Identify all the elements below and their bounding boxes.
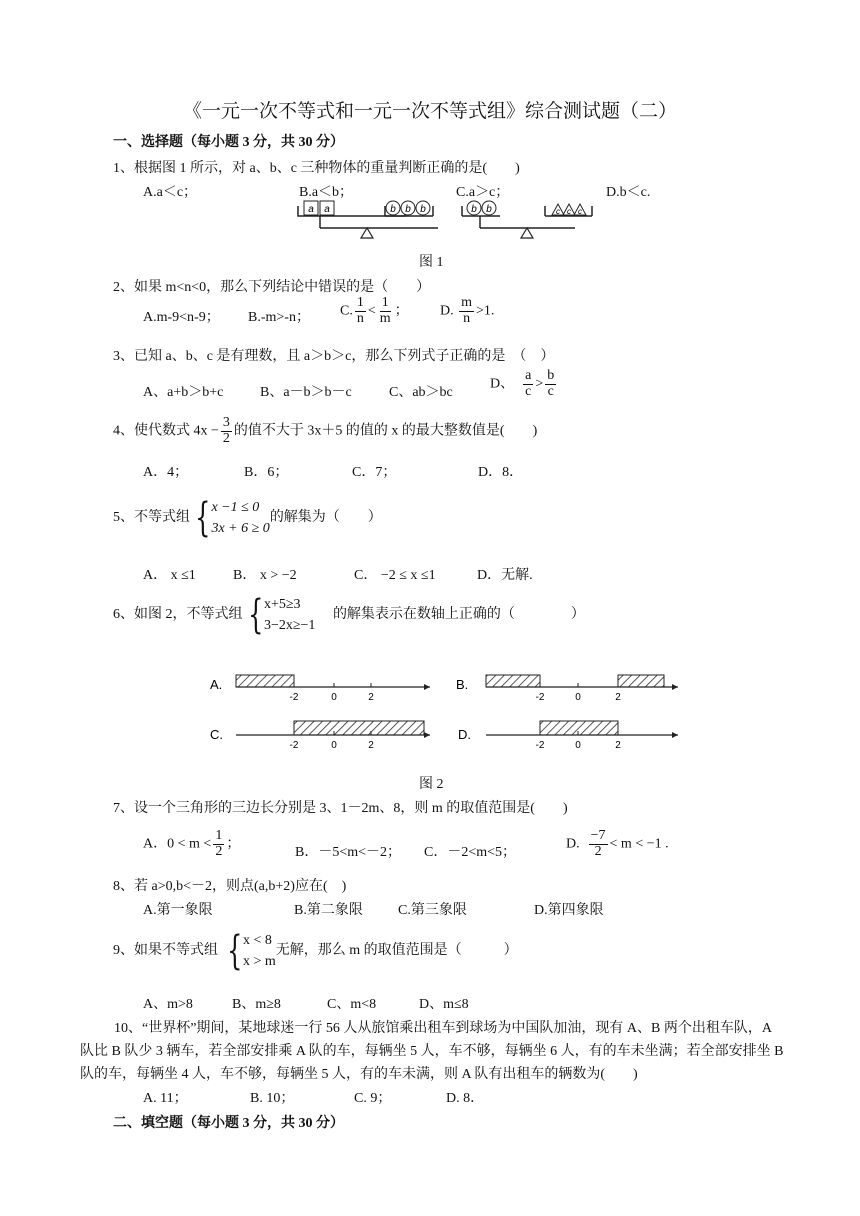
question-4-option-a: A．4； bbox=[143, 465, 189, 480]
question-8-option-b: B.第二象限 bbox=[294, 903, 363, 918]
question-4-option-c: C．7； bbox=[352, 465, 397, 480]
svg-text:0: 0 bbox=[331, 740, 337, 751]
question-5-option-b: B． x > −2 bbox=[233, 568, 297, 583]
weight-c-3-label: c bbox=[578, 207, 582, 216]
number-line-a bbox=[210, 675, 430, 703]
question-7-option-a: A．0 < m < $\frac{1}{2}$ ； bbox=[143, 828, 241, 859]
question-1-option-d: D.b＜c. bbox=[606, 185, 651, 200]
panel-b-label: B. bbox=[456, 677, 469, 692]
number-line-b bbox=[456, 675, 678, 703]
question-10-option-d: D. 8． bbox=[446, 1091, 485, 1106]
svg-text:2: 2 bbox=[615, 692, 621, 703]
question-8-option-d: D.第四象限 bbox=[534, 903, 604, 918]
question-5-option-d: D．无解. bbox=[477, 568, 533, 583]
weight-b-5-label: b bbox=[486, 204, 492, 215]
figure-1-caption: 图 1 bbox=[419, 255, 444, 270]
question-2-option-d: D. $\frac{m}{n}$ >1. bbox=[440, 295, 495, 326]
shaded-region-b-right bbox=[618, 675, 664, 687]
shaded-region-c bbox=[294, 721, 424, 735]
question-2-option-a: A.m-9<n-9； bbox=[143, 310, 220, 325]
question-4-stem: 4、使代数式 4x − $\frac{3}{2}$ 的值不大于 3x＋5 的值的 x 的最大整数值是( ) bbox=[113, 415, 538, 446]
question-6-stem: 6、如图 2，不等式组 { x+5≥3 3−2x≥−1 的解集表示在数轴上正确的（ ） bbox=[113, 592, 585, 638]
question-9-option-d: D、m≤8 bbox=[419, 997, 469, 1012]
question-5-stem: 5、不等式组 { x −1 ≤ 0 3x + 6 ≥ 0 的解集为（ ） bbox=[113, 495, 382, 541]
question-10-option-c: C. 9； bbox=[354, 1091, 392, 1106]
question-2-option-c: C. $\frac{1}{n}$ < $\frac{1}{m}$ ； bbox=[340, 295, 409, 326]
balance-right bbox=[462, 201, 592, 238]
weight-c-2-label: c bbox=[567, 207, 571, 216]
question-7-option-b: B．－5<m<－2； bbox=[295, 845, 402, 860]
question-7-option-c: C．－2<m<5； bbox=[424, 845, 517, 860]
figure-2-caption: 图 2 bbox=[419, 777, 444, 792]
svg-text:0: 0 bbox=[331, 692, 337, 703]
svg-text:-2: -2 bbox=[289, 740, 299, 751]
figure-2-number-lines bbox=[200, 665, 690, 765]
question-8-option-c: C.第三象限 bbox=[398, 903, 467, 918]
weight-b-2-label: b bbox=[405, 204, 411, 215]
question-3-option-c: C、ab＞bc bbox=[389, 385, 453, 400]
balance-left bbox=[298, 201, 438, 238]
svg-text:2: 2 bbox=[615, 740, 621, 751]
shaded-region-b-left bbox=[486, 675, 540, 687]
shaded-region-a bbox=[236, 675, 294, 687]
question-5-option-c: C． −2 ≤ x ≤1 bbox=[354, 568, 436, 583]
weight-a-1-label: a bbox=[308, 204, 314, 215]
question-1-option-a: A.a＜c； bbox=[143, 185, 198, 200]
question-1-option-c: C.a＞c； bbox=[456, 185, 510, 200]
question-4-option-b: B．6； bbox=[244, 465, 289, 480]
question-10-option-a: A. 11； bbox=[143, 1091, 188, 1106]
weight-a-2-label: a bbox=[324, 204, 330, 215]
svg-text:2: 2 bbox=[368, 740, 374, 751]
question-10-option-b: B. 10； bbox=[250, 1091, 295, 1106]
figure-1-balances bbox=[290, 198, 600, 246]
number-line-d bbox=[458, 721, 678, 751]
question-9-option-a: A、m>8 bbox=[143, 997, 193, 1012]
question-5-option-a: A． x ≤1 bbox=[143, 568, 196, 583]
shaded-region-d bbox=[540, 721, 618, 735]
question-1-stem: 1、根据图 1 所示，对 a、b、c 三种物体的重量判断正确的是( ) bbox=[113, 161, 520, 176]
svg-text:-2: -2 bbox=[535, 740, 545, 751]
panel-c-label: C. bbox=[210, 727, 223, 742]
svg-text:0: 0 bbox=[575, 740, 581, 751]
question-7-stem: 7、设一个三角形的三边长分别是 3、1－2m、8，则 m 的取值范围是( ) bbox=[113, 801, 568, 816]
section-heading-choice: 一、选择题（每小题 3 分，共 30 分） bbox=[113, 135, 344, 150]
number-line-c bbox=[210, 721, 430, 751]
question-9-stem: 9、如果不等式组 { x < 8 x > m 无解，那么 m 的取值范围是（ ） bbox=[113, 928, 518, 974]
question-2-stem: 2、如果 m<n<0，那么下列结论中错误的是（ ） bbox=[113, 280, 431, 295]
question-3-stem: 3、已知 a、b、c 是有理数，且 a＞b＞c，那么下列式子正确的是 （ ） bbox=[113, 349, 555, 364]
svg-text:-2: -2 bbox=[289, 692, 299, 703]
question-3-option-b: B、a－b＞b－c bbox=[260, 385, 352, 400]
question-3-option-d: D、 $\frac{a}{c}$ > $\frac{b}{c}$ bbox=[490, 368, 555, 399]
question-8-option-a: A.第一象限 bbox=[143, 903, 213, 918]
page-title: 《一元一次不等式和一元一次不等式组》综合测试题（二） bbox=[182, 101, 677, 122]
weight-b-4-label: b bbox=[471, 204, 477, 215]
weight-b-3-label: b bbox=[420, 204, 426, 215]
svg-text:2: 2 bbox=[368, 692, 374, 703]
question-1-option-b: B.a＜b； bbox=[299, 185, 354, 200]
weight-c-1-label: c bbox=[556, 207, 560, 216]
question-8-stem: 8、若 a>0,b<－2，则点(a,b+2)应在( ) bbox=[113, 879, 347, 894]
question-9-option-c: C、m<8 bbox=[327, 997, 377, 1012]
question-3-option-a: A、a+b＞b+c bbox=[143, 385, 224, 400]
weight-b-1-label: b bbox=[390, 204, 396, 215]
section-heading-fill-in: 二、填空题（每小题 3 分，共 30 分） bbox=[113, 1116, 344, 1131]
question-7-option-d: D. $\frac{-7}{2}$ < m < −1 . bbox=[566, 828, 669, 859]
svg-text:-2: -2 bbox=[535, 692, 545, 703]
panel-d-label: D. bbox=[458, 727, 471, 742]
question-9-option-b: B、m≥8 bbox=[232, 997, 281, 1012]
question-2-option-b: B.-m>-n； bbox=[248, 310, 310, 325]
panel-a-label: A. bbox=[210, 677, 223, 692]
svg-text:0: 0 bbox=[575, 692, 581, 703]
question-4-option-d: D．8． bbox=[478, 465, 524, 480]
question-10-stem: 10、“世界杯”期间，某地球迷一行 56 人从旅馆乘出租车到球场为中国队加油，现有 A、B 两个出租车队，A 队比 B 队少 3 辆车，若全部安排乘 A 队的车，每辆坐 5 人，车不够，每辆坐 6 人，有的车未坐满；若全部安排坐 B 队的车，每辆坐 4 人，车不够，每辆坐 5 人，有的车未满，则 A 队有出租车的辆数为( ) bbox=[80, 1021, 784, 1082]
